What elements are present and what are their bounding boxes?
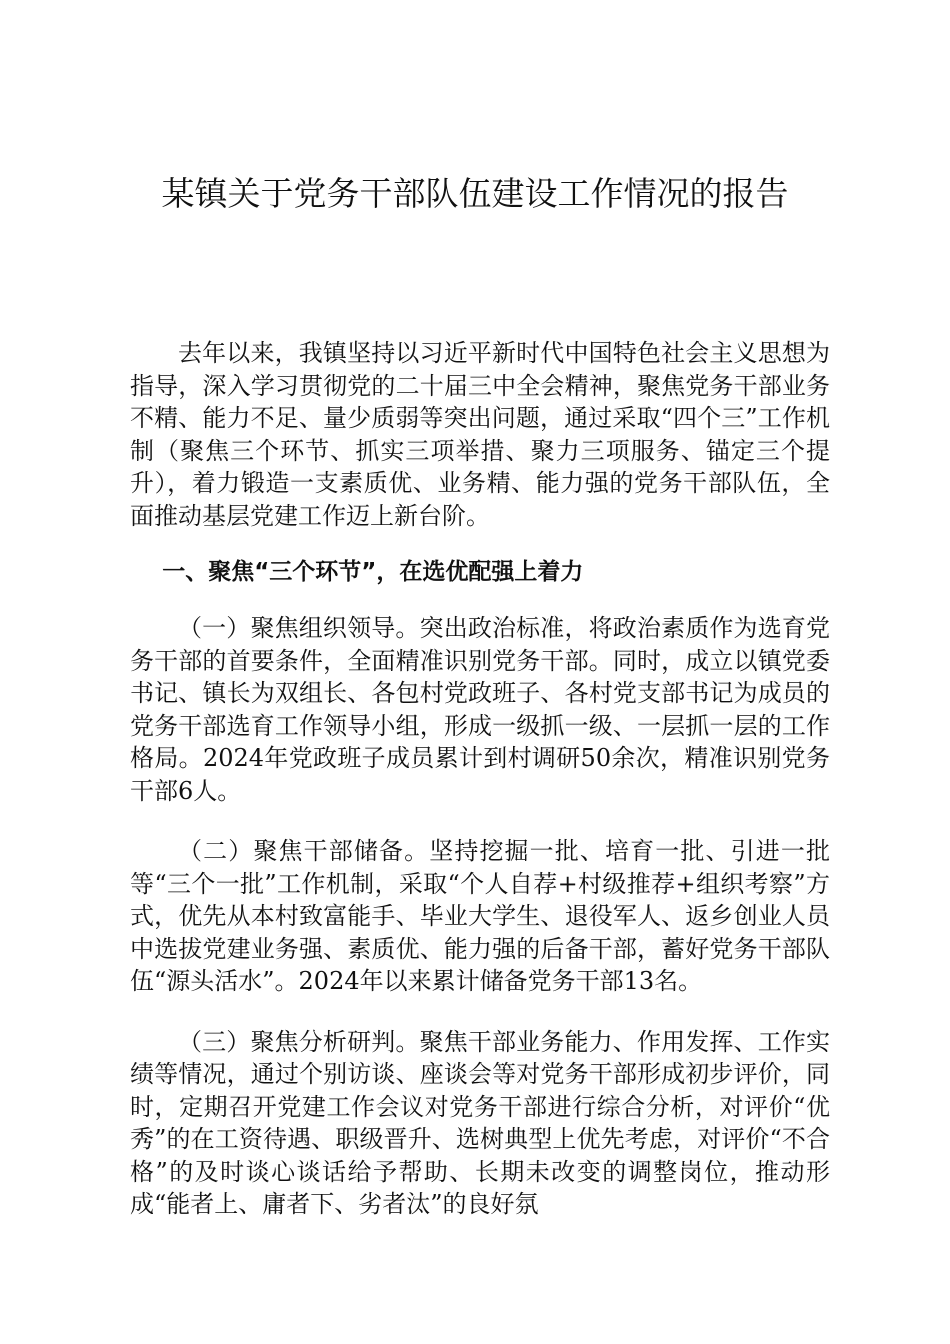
spacer bbox=[130, 998, 830, 1026]
intro-paragraph: 去年以来，我镇坚持以习近平新时代中国特色社会主义思想为指导，深入学习贯彻党的二十届三中全会精神，聚焦党务干部业务不精、能力不足、量少质弱等突出问题，通过采取“四个三”工作机制（聚焦三个环节、抓实三项举措、聚力三项服务、锚定三个提升），着力锻造一支素质优、业务精、能力强的党务干部队伍，全面推动基层党建工作迈上新台阶。 bbox=[130, 339, 830, 530]
paragraph-organization-leadership: （一）聚焦组织领导。突出政治标准，将政治素质作为选育党务干部的首要条件，全面精准识别党务干部。同时，成立以镇党委书记、镇长为双组长、各包村党政班子、各村党支部书记为成员的党务干部选育工作领导小组，形成一级抓一级、一层抓一层的工作格局。2024年党政班子成员累计到村调研50余次，精准识别党务干部6人。 bbox=[130, 614, 830, 805]
document-title: 某镇关于党务干部队伍建设工作情况的报告 bbox=[161, 174, 789, 213]
spacer bbox=[130, 807, 830, 835]
paragraph-analysis: （三）聚焦分析研判。聚焦干部业务能力、作用发挥、工作实绩等情况，通过个别访谈、座谈会等对党务干部形成初步评价，同时，定期召开党建工作会议对党务干部进行综合分析，对评价“优秀”的在工资待遇、职级晋升、选树典型上优先考虑，对评价“不合格”的及时谈心谈话给予帮助、长期未改变的调整岗位，推动形成“能者上、庸者下、劣者汰”的良好氛 bbox=[130, 1027, 830, 1218]
document-body bbox=[130, 337, 830, 1221]
section-heading: 一、聚焦“三个环节”，在选优配强上着力 bbox=[162, 559, 584, 585]
paragraph-cadre-reserve: （二）聚焦干部储备。坚持挖掘一批、培育一批、引进一批等“三个一批”工作机制，采取“个人自荐+村级推荐+组织考察”方式，优先从本村致富能手、毕业大学生、退役军人、返乡创业人员中选拔党建业务强、素质优、能力强的后备干部，蓄好党务干部队伍“源头活水”。2024年以来累计储备党务干部13名。 bbox=[130, 837, 830, 995]
spacer bbox=[130, 532, 830, 556]
spacer bbox=[130, 588, 830, 612]
